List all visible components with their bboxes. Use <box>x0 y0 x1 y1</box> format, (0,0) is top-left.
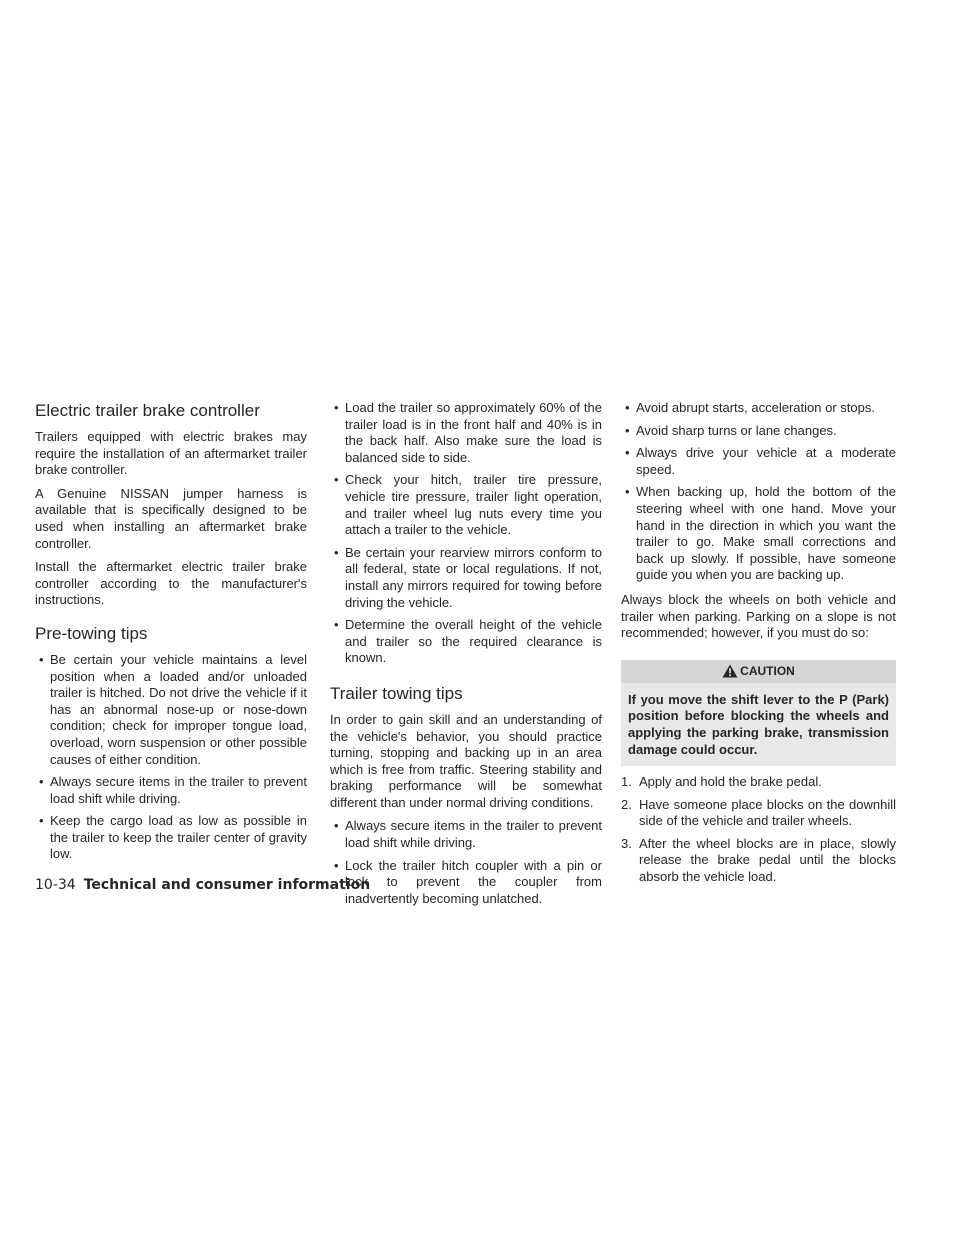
list-item: • Check your hitch, trailer tire pressure, vehicle tire pressure, trailer light operation, and trailer wheel lug nuts every time you attach a trailer to the vehicle. <box>330 472 602 538</box>
page-number: 10-34 <box>35 877 76 893</box>
paragraph: In order to gain skill and an understanding of the vehicle's behavior, you should practice turning, stopping and backing up in an area which is free from traffic. Steering stability and braking performance will be somewhat different than under normal driving conditions. <box>330 711 602 810</box>
caution-box <box>621 660 896 766</box>
list-item: • Avoid sharp turns or lane changes. <box>621 423 896 440</box>
heading-trailer-towing-tips: Trailer towing tips <box>330 683 463 703</box>
step-text: After the wheel blocks are in place, slowly release the brake pedal until the blocks absorb the vehicle load. <box>639 835 896 885</box>
step-text: Apply and hold the brake pedal. <box>639 774 822 790</box>
list-item <box>621 797 896 830</box>
column-left <box>35 400 307 877</box>
list-item <box>621 774 896 791</box>
caution-label: CAUTION <box>740 663 795 678</box>
list-item: • Be certain your rearview mirrors conform to all federal, state or local regulations. If not, install any mirrors required for towing before driving the vehicle. <box>330 545 602 611</box>
step-text: Have someone place blocks on the downhill side of the vehicle and trailer wheels. <box>639 796 896 829</box>
list-item <box>621 836 896 886</box>
list-item: • Always secure items in the trailer to prevent load shift while driving. <box>330 818 602 851</box>
bullet-list <box>330 400 602 667</box>
bullet-list <box>621 400 896 584</box>
paragraph: A Genuine NISSAN jumper harness is available that is specifically designed to be used when installing an aftermarket brake controller. <box>35 485 307 551</box>
list-item: • When backing up, hold the bottom of the steering wheel with one hand. Move your hand in the direction in which you want the trailer to go. Make small corrections and back up slowly. If possible, have someone guide you when you are backing up. <box>621 484 896 584</box>
column-middle <box>330 400 602 921</box>
numbered-list <box>621 774 896 886</box>
list-item: • Determine the overall height of the vehicle and trailer so the required clearance is known. <box>330 617 602 667</box>
column-right <box>621 400 896 892</box>
section-title: Technical and consumer information <box>83 877 371 893</box>
warning-triangle-icon <box>722 664 738 678</box>
heading-pre-towing-tips: Pre-towing tips <box>35 623 148 643</box>
paragraph: Always block the wheels on both vehicle and trailer when parking. Parking on a slope is not recommended; however, if you must do so: <box>621 591 896 641</box>
step-number: 3. <box>621 835 632 851</box>
step-number: 1. <box>621 774 632 790</box>
caution-text: If you move the shift lever to the P (Park) position before blocking the wheels and applying the parking brake, transmission damage could occur. <box>628 691 889 757</box>
list-item: • Always secure items in the trailer to prevent load shift while driving. <box>35 774 307 807</box>
list-item: • Be certain your vehicle maintains a level position when a loaded and/or unloaded trailer is hitched. Do not drive the vehicle if it has an abnormal nose-up or nose-down condition; check for improper tongue load, overload, worn suspension or other possible causes of either condition. <box>35 652 307 768</box>
bullet-list <box>330 818 602 907</box>
list-item: • Load the trailer so approximately 60% of the trailer load is in the front half and 40% is in the back half. Also make sure the load is balanced side to side. <box>330 400 602 466</box>
list-item: • Keep the cargo load as low as possible in the trailer to keep the trailer center of gravity low. <box>35 813 307 863</box>
step-number: 2. <box>621 796 632 812</box>
page-footer <box>35 877 370 893</box>
paragraph: Install the aftermarket electric trailer brake controller according to the manufacturer's instructions. <box>35 559 307 608</box>
caution-header <box>621 660 896 683</box>
list-item: • Avoid abrupt starts, acceleration or stops. <box>621 400 896 417</box>
paragraph: Trailers equipped with electric brakes may require the installation of an aftermarket trailer brake controller. <box>35 429 307 478</box>
list-item: • Lock the trailer hitch coupler with a pin or lock to prevent the coupler from inadvertently becoming unlatched. <box>330 858 602 908</box>
heading-electric-trailer-brake: Electric trailer brake controller <box>35 401 260 420</box>
bullet-list <box>35 652 307 863</box>
list-item: • Always drive your vehicle at a moderate speed. <box>621 445 896 478</box>
